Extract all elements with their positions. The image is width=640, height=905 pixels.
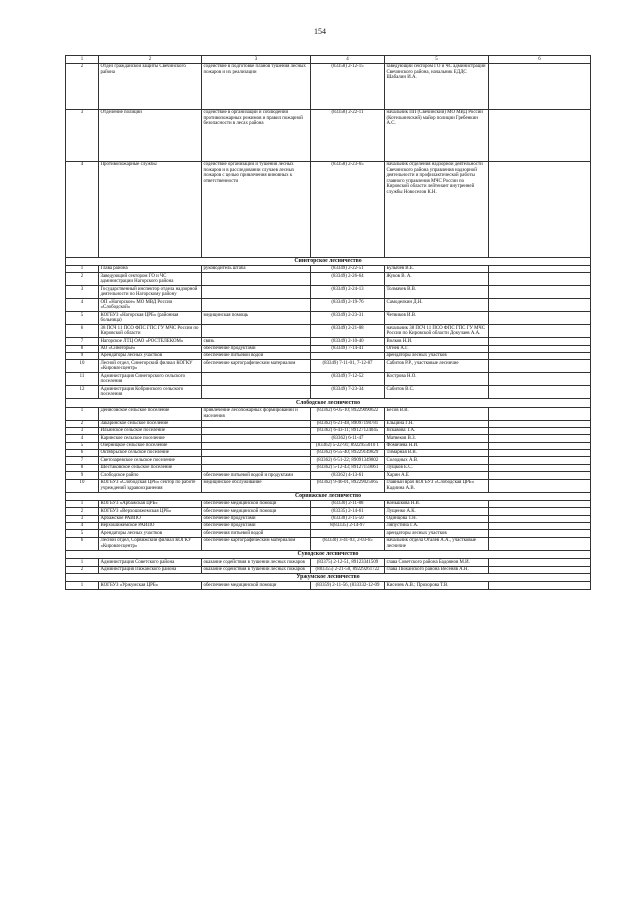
- cell-function: содействие в подготовке планов тушения лесных пожаров и их реализации: [202, 63, 311, 109]
- cell-row-number: 2: [66, 508, 99, 515]
- cell-organization: Октябрьское сельское поселение: [99, 450, 202, 457]
- table-row: [66, 420, 591, 427]
- cell-phone: 8(83335) 2-14-97: [311, 523, 385, 530]
- cell-function: обеспечение питьевой водой и продуктами: [202, 472, 311, 479]
- table-row: [66, 345, 591, 352]
- section-title: Синегорское лесничество: [66, 257, 591, 265]
- table-row: [66, 479, 591, 492]
- cell-function: руководитель штаба: [202, 265, 311, 272]
- cell-notes: [489, 427, 591, 434]
- cell-contact-person: начальник отделения надзорной деятельности Свечинского района управления надзорной деятельности и профилактической работы главного управления МЧС России по Кировской области лейтенант внутренней службы Новоселов К.Н.: [385, 161, 489, 257]
- table-row: [66, 407, 591, 420]
- cell-notes: [489, 265, 591, 272]
- cell-organization: КОГБУЗ «Уржумская ЦРБ»: [99, 582, 202, 589]
- cell-phone: (83362) 5-12-43; 89127159061: [311, 464, 385, 471]
- cell-notes: [489, 273, 591, 286]
- cell-function: [202, 464, 311, 471]
- cell-row-number: 4: [66, 435, 99, 442]
- table-row: [66, 450, 591, 457]
- cell-phone: (83362) 6-21-48, 89097198781: [311, 420, 385, 427]
- table-row: [66, 442, 591, 449]
- table-row: [66, 161, 591, 257]
- cell-function: связь: [202, 338, 311, 345]
- cell-notes: [489, 500, 591, 507]
- header-cell-2: 2: [99, 56, 202, 64]
- cell-notes: [489, 325, 591, 338]
- table-row: [66, 457, 591, 464]
- cell-notes: [489, 457, 591, 464]
- cell-row-number: 4: [66, 299, 99, 312]
- cell-organization: 38 ПСЧ 11 ПСО ФПС ГПС ГУ МЧС России по Кировской области: [99, 325, 202, 338]
- cell-function: оказание содействия в тушении лесных пожаров: [202, 566, 311, 573]
- cell-row-number: 3: [66, 515, 99, 522]
- cell-row-number: 2: [66, 63, 99, 109]
- cell-notes: [489, 386, 591, 399]
- cell-phone: (83358) 2-22-11: [311, 109, 385, 161]
- cell-contact-person: Кострова Н.О.: [385, 373, 489, 386]
- section-header-row: [66, 257, 591, 265]
- section-title: Сорвижское лесничество: [66, 492, 591, 500]
- cell-phone: (83349) 2-23-31: [311, 312, 385, 325]
- section-title: Суводское лесничество: [66, 550, 591, 558]
- table-row: [66, 508, 591, 515]
- table-body: [66, 56, 591, 590]
- cell-contact-person: Яскавова Т.А.: [385, 427, 489, 434]
- cell-row-number: 10: [66, 360, 99, 373]
- cell-phone: (83362) 6-11-47: [311, 435, 385, 442]
- header-cell-5: 5: [385, 56, 489, 64]
- cell-row-number: 4: [66, 161, 99, 257]
- table-row: [66, 559, 591, 566]
- cell-organization: Слободское райпо: [99, 472, 202, 479]
- cell-contact-person: Фомичева Н.И.: [385, 442, 489, 449]
- cell-row-number: 3: [66, 427, 99, 434]
- cell-organization: Глава района: [99, 265, 202, 272]
- table-row: [66, 63, 591, 109]
- cell-phone: (83362) 5-22-91; 8922955010 1: [311, 442, 385, 449]
- table-row: [66, 523, 591, 530]
- cell-contact-person: глава Советского района Бадоянов М.И.: [385, 559, 489, 566]
- cell-row-number: 1: [66, 407, 99, 420]
- cell-organization: Арендаторы лесных участков: [99, 352, 202, 359]
- cell-organization: Каринское сельское поселение: [99, 435, 202, 442]
- cell-function: содействие организации и тушения лесных пожаров и в расследовании случаев лесных пожаров с целью привлечения виновных к ответственности: [202, 161, 311, 257]
- table-row: [66, 537, 591, 550]
- cell-function: обеспечение картографическим материалом: [202, 537, 311, 550]
- cell-organization: Государственный инспектор отдела надзорной деятельности по Нагорскому району: [99, 286, 202, 299]
- cell-organization: Лесной отдел, Сорвижский филиал КОГКУ «Кировлесцентр»: [99, 537, 202, 550]
- cell-phone: (83349) 7-23-34: [311, 386, 385, 399]
- cell-organization: КОГБУЗ «Верхошижемская ЦРБ»: [99, 508, 202, 515]
- cell-organization: Администрация Кобринского сельского поселения: [99, 386, 202, 399]
- cell-organization: Светозаревское сельское поселение: [99, 457, 202, 464]
- cell-phone: (83359) 2-11-56, (833332-12-09: [311, 582, 385, 589]
- cell-contact-person: Сабитов Р.Р., участковые лесничие: [385, 360, 489, 373]
- cell-notes: [489, 312, 591, 325]
- cell-function: обеспечения питьевой водой: [202, 530, 311, 537]
- cell-organization: КОГБУЗ «Нагорская ЦРБ» (районная больница): [99, 312, 202, 325]
- table-row: [66, 312, 591, 325]
- table-header-row: [66, 56, 591, 64]
- cell-row-number: 12: [66, 386, 99, 399]
- cell-phone: (883355) 2-21-50, 89229261722: [311, 566, 385, 573]
- cell-notes: [489, 530, 591, 537]
- table-row: [66, 360, 591, 373]
- table-row: [66, 273, 591, 286]
- cell-contact-person: главный врач КОГБУЗ «Слободская ЦРБ» Кадиина А.В.: [385, 479, 489, 492]
- cell-organization: Лесной отдел, Синегорский филиал КОГКУ «Кировлесцентр»: [99, 360, 202, 373]
- cell-function: обеспечение медицинской помощи: [202, 500, 311, 507]
- table-row: [66, 530, 591, 537]
- cell-phone: (83362) 9-46-01, 89229025065: [311, 479, 385, 492]
- table-row: [66, 435, 591, 442]
- header-cell-3: 3: [202, 56, 311, 64]
- cell-contact-person: Толмачев В.В.: [385, 286, 489, 299]
- cell-row-number: 7: [66, 338, 99, 345]
- cell-contact-person: Киселев А.В.; Прохорова Т.В.: [385, 582, 489, 589]
- cell-row-number: 5: [66, 312, 99, 325]
- table-row: [66, 325, 591, 338]
- cell-contact-person: начальник отдела Оталев А.А., участковые лесничие: [385, 537, 489, 550]
- cell-notes: [489, 472, 591, 479]
- cell-function: [202, 450, 311, 457]
- cell-organization: Заведующий сектором ГО и ЧС администрации Нагорского района: [99, 273, 202, 286]
- cell-row-number: 10: [66, 479, 99, 492]
- cell-organization: Арбажское РАЙПО: [99, 515, 202, 522]
- cell-contact-person: Лущков Е.С.: [385, 464, 489, 471]
- cell-row-number: 2: [66, 420, 99, 427]
- section-header-row: [66, 399, 591, 407]
- cell-row-number: 8: [66, 464, 99, 471]
- cell-row-number: 1: [66, 582, 99, 589]
- cell-row-number: 11: [66, 373, 99, 386]
- cell-function: [202, 435, 311, 442]
- cell-phone: (83358) 2-23-65: [311, 161, 385, 257]
- cell-notes: [489, 537, 591, 550]
- cell-contact-person: арендаторы лесных участков: [385, 530, 489, 537]
- cell-phone: (83330) 2-11-88: [311, 500, 385, 507]
- table-row: [66, 338, 591, 345]
- cell-row-number: 6: [66, 325, 99, 338]
- cell-phone: (83349) 7-14-41: [311, 345, 385, 352]
- cell-notes: [489, 559, 591, 566]
- cell-contact-person: Бесов В.В.: [385, 407, 489, 420]
- cell-row-number: 5: [66, 530, 99, 537]
- cell-notes: [489, 299, 591, 312]
- cell-phone: (83358) 2-12-15: [311, 63, 385, 109]
- cell-contact-person: Матвеков В.З.: [385, 435, 489, 442]
- table-row: [66, 515, 591, 522]
- table-row: [66, 427, 591, 434]
- cell-contact-person: Одинцова Т.Н.: [385, 515, 489, 522]
- cell-organization: Шестаковское сельское поселение: [99, 464, 202, 471]
- cell-row-number: 4: [66, 523, 99, 530]
- cell-contact-person: Ляпустина Г.А.: [385, 523, 489, 530]
- cell-organization: Закаринское сельское поселение: [99, 420, 202, 427]
- cell-function: обеспечение медицинской помощи: [202, 582, 311, 589]
- cell-function: обеспечение картографическим материалом: [202, 360, 311, 373]
- table-row: [66, 373, 591, 386]
- cell-function: обеспечение продуктами: [202, 523, 311, 530]
- cell-organization: Нагорское ЛТЦ ОАО «РОСТЕЛЕКОМ»: [99, 338, 202, 345]
- table-row: [66, 109, 591, 161]
- cell-row-number: 5: [66, 442, 99, 449]
- cell-row-number: 9: [66, 352, 99, 359]
- cell-notes: [489, 450, 591, 457]
- cell-notes: [489, 345, 591, 352]
- cell-notes: [489, 407, 591, 420]
- cell-organization: ОП «Нагорское» МО МВД России «Слободской»: [99, 299, 202, 312]
- cell-notes: [489, 566, 591, 573]
- cell-contact-person: Булычев В.Е.: [385, 265, 489, 272]
- cell-row-number: 1: [66, 265, 99, 272]
- cell-phone: (83349) 2-19-76: [311, 299, 385, 312]
- cell-notes: [489, 435, 591, 442]
- cell-notes: [489, 338, 591, 345]
- cell-function: медицинское обслуживание: [202, 479, 311, 492]
- cell-row-number: 7: [66, 457, 99, 464]
- table-row: [66, 265, 591, 272]
- cell-function: обеспечение продуктами: [202, 345, 311, 352]
- cell-phone: (83362) 6-55-40; 89229149829: [311, 450, 385, 457]
- page-number: 154: [314, 27, 326, 36]
- table-row: [66, 352, 591, 359]
- cell-function: [202, 273, 311, 286]
- cell-phone: (83349) 2-10-40: [311, 338, 385, 345]
- cell-organization: Верхошижемское РАЙПО: [99, 523, 202, 530]
- cell-row-number: 1: [66, 500, 99, 507]
- cell-phone: (83362) 6-43-11; 89127124045: [311, 427, 385, 434]
- table-row: [66, 472, 591, 479]
- cell-notes: [489, 373, 591, 386]
- cell-function: [202, 286, 311, 299]
- contacts-table: [65, 55, 591, 590]
- cell-organization: КОГБУЗ «Арбажская ЦРБ»: [99, 500, 202, 507]
- section-header-row: [66, 573, 591, 581]
- table-row: [66, 299, 591, 312]
- cell-organization: Арендаторы лесных участков: [99, 530, 202, 537]
- cell-notes: [489, 352, 591, 359]
- cell-contact-person: начальник 38 ПСЧ 11 ПСО ФПС ГПС ГУ МЧС России по Кировской области Докучаев А.А.: [385, 325, 489, 338]
- cell-row-number: 8: [66, 345, 99, 352]
- cell-notes: [489, 286, 591, 299]
- cell-phone: (83349) 7-12-52: [311, 373, 385, 386]
- cell-contact-person: Волков Н.И.: [385, 338, 489, 345]
- cell-function: содействие в организации и соблюдении противопожарных режимов и правил пожарной безопасности в лесах района: [202, 109, 311, 161]
- cell-contact-person: арендаторы лесных участков: [385, 352, 489, 359]
- cell-function: [202, 427, 311, 434]
- header-cell-4: 4: [311, 56, 385, 64]
- cell-contact-person: Сабитов В.С.: [385, 386, 489, 399]
- cell-function: привлечение лесопожарных формирований и населения: [202, 407, 311, 420]
- cell-notes: [489, 515, 591, 522]
- cell-organization: Администрация Советского района: [99, 559, 202, 566]
- section-title: Слободское лесничество: [66, 399, 591, 407]
- header-cell-6: 6: [489, 56, 591, 64]
- cell-notes: [489, 582, 591, 589]
- cell-organization: Озерницкое сельское поселение: [99, 442, 202, 449]
- table-row: [66, 500, 591, 507]
- cell-function: обеспечение продуктами: [202, 515, 311, 522]
- cell-function: оказание содействия в тушении лесных пожаров: [202, 559, 311, 566]
- cell-function: [202, 373, 311, 386]
- cell-phone: (83349) 2-24-13: [311, 286, 385, 299]
- cell-function: [202, 442, 311, 449]
- cell-function: [202, 299, 311, 312]
- cell-organization: Ильинское сельское поселение: [99, 427, 202, 434]
- cell-contact-person: Харин А.Е: [385, 472, 489, 479]
- table-row: [66, 386, 591, 399]
- cell-phone: (83375) 2-12-51, 89123341509: [311, 559, 385, 566]
- cell-contact-person: Ельцина Г.Н.: [385, 420, 489, 427]
- cell-contact-person: Жуков В. А.: [385, 273, 489, 286]
- cell-row-number: 6: [66, 537, 99, 550]
- cell-function: [202, 457, 311, 464]
- cell-organization: Денисовское сельское поселение: [99, 407, 202, 420]
- cell-notes: [489, 479, 591, 492]
- cell-notes: [489, 63, 591, 109]
- cell-row-number: 1: [66, 559, 99, 566]
- cell-phone: (83362) 4-13-61: [311, 472, 385, 479]
- cell-organization: Администрация Пижанского района: [99, 566, 202, 573]
- cell-notes: [489, 508, 591, 515]
- cell-phone: (83349) 2-22-51: [311, 265, 385, 272]
- cell-phone: (83362) 6-05-10; 89229090622: [311, 407, 385, 420]
- cell-row-number: 3: [66, 286, 99, 299]
- cell-phone: (83349) 2-21-08: [311, 325, 385, 338]
- cell-phone: [311, 530, 385, 537]
- cell-contact-person: заведующий сектором ГО и ЧС администрации Свечинского района, начальник ЕДДС Шабалин И.А.: [385, 63, 489, 109]
- cell-notes: [489, 523, 591, 530]
- table-row: [66, 464, 591, 471]
- cell-function: обеспечение питьевой водой: [202, 352, 311, 359]
- section-title: Уржумское лесничество: [66, 573, 591, 581]
- cell-row-number: 2: [66, 566, 99, 573]
- cell-contact-person: глава Пижанского района Весеняв А.Н.: [385, 566, 489, 573]
- cell-organization: АО «Синегорье»: [99, 345, 202, 352]
- cell-row-number: 2: [66, 273, 99, 286]
- cell-row-number: 9: [66, 472, 99, 479]
- table-row: [66, 582, 591, 589]
- cell-notes: [489, 109, 591, 161]
- cell-contact-person: начальник ПП (Свечинский) МО МВД России (Котельничский) майор полиции Гребенкин А.С.: [385, 109, 489, 161]
- cell-organization: Администрация Синегорского сельского поселения: [99, 373, 202, 386]
- cell-contact-person: Лущенко А.К.: [385, 508, 489, 515]
- cell-notes: [489, 442, 591, 449]
- cell-phone: (83349) 2-26-64: [311, 273, 385, 286]
- cell-organization: Противопожарные службы: [99, 161, 202, 257]
- cell-organization: Отделение полиции: [99, 109, 202, 161]
- cell-organization: КОГБУЗ «Слободская ЦРБ» сектор по работе учреждений здравоохранения: [99, 479, 202, 492]
- cell-phone: (83362) 6-51-22; 89091349802: [311, 457, 385, 464]
- section-header-row: [66, 550, 591, 558]
- section-header-row: [66, 492, 591, 500]
- cell-notes: [489, 360, 591, 373]
- cell-function: обеспечение медицинской помощи: [202, 508, 311, 515]
- cell-contact-person: Тимарная В.В.: [385, 450, 489, 457]
- cell-row-number: 6: [66, 450, 99, 457]
- cell-notes: [489, 161, 591, 257]
- table-row: [66, 286, 591, 299]
- cell-function: [202, 325, 311, 338]
- cell-phone: (83335) 2-14-61: [311, 508, 385, 515]
- cell-function: [202, 386, 311, 399]
- cell-contact-person: Четвиков И.В.: [385, 312, 489, 325]
- cell-organization: Отдел гражданской защиты Свечинского района: [99, 63, 202, 109]
- header-cell-1: 1: [66, 56, 99, 64]
- cell-function: [202, 420, 311, 427]
- cell-contact-person: Солодных А.В.: [385, 457, 489, 464]
- cell-row-number: 3: [66, 109, 99, 161]
- cell-notes: [489, 464, 591, 471]
- cell-phone: (83330) 2-15-50: [311, 515, 385, 522]
- cell-phone: [311, 352, 385, 359]
- cell-function: медицинская помощь: [202, 312, 311, 325]
- cell-contact-person: Коньшкова Н.В.: [385, 500, 489, 507]
- cell-contact-person: Огнев А.Г.: [385, 345, 489, 352]
- cell-notes: [489, 420, 591, 427]
- cell-contact-person: Самоделкин Д.Н.: [385, 299, 489, 312]
- table-row: [66, 566, 591, 573]
- cell-phone: (83330) 3-41-93, 2-03-65: [311, 537, 385, 550]
- cell-phone: (83349) 7-11-01, 7-12-87: [311, 360, 385, 373]
